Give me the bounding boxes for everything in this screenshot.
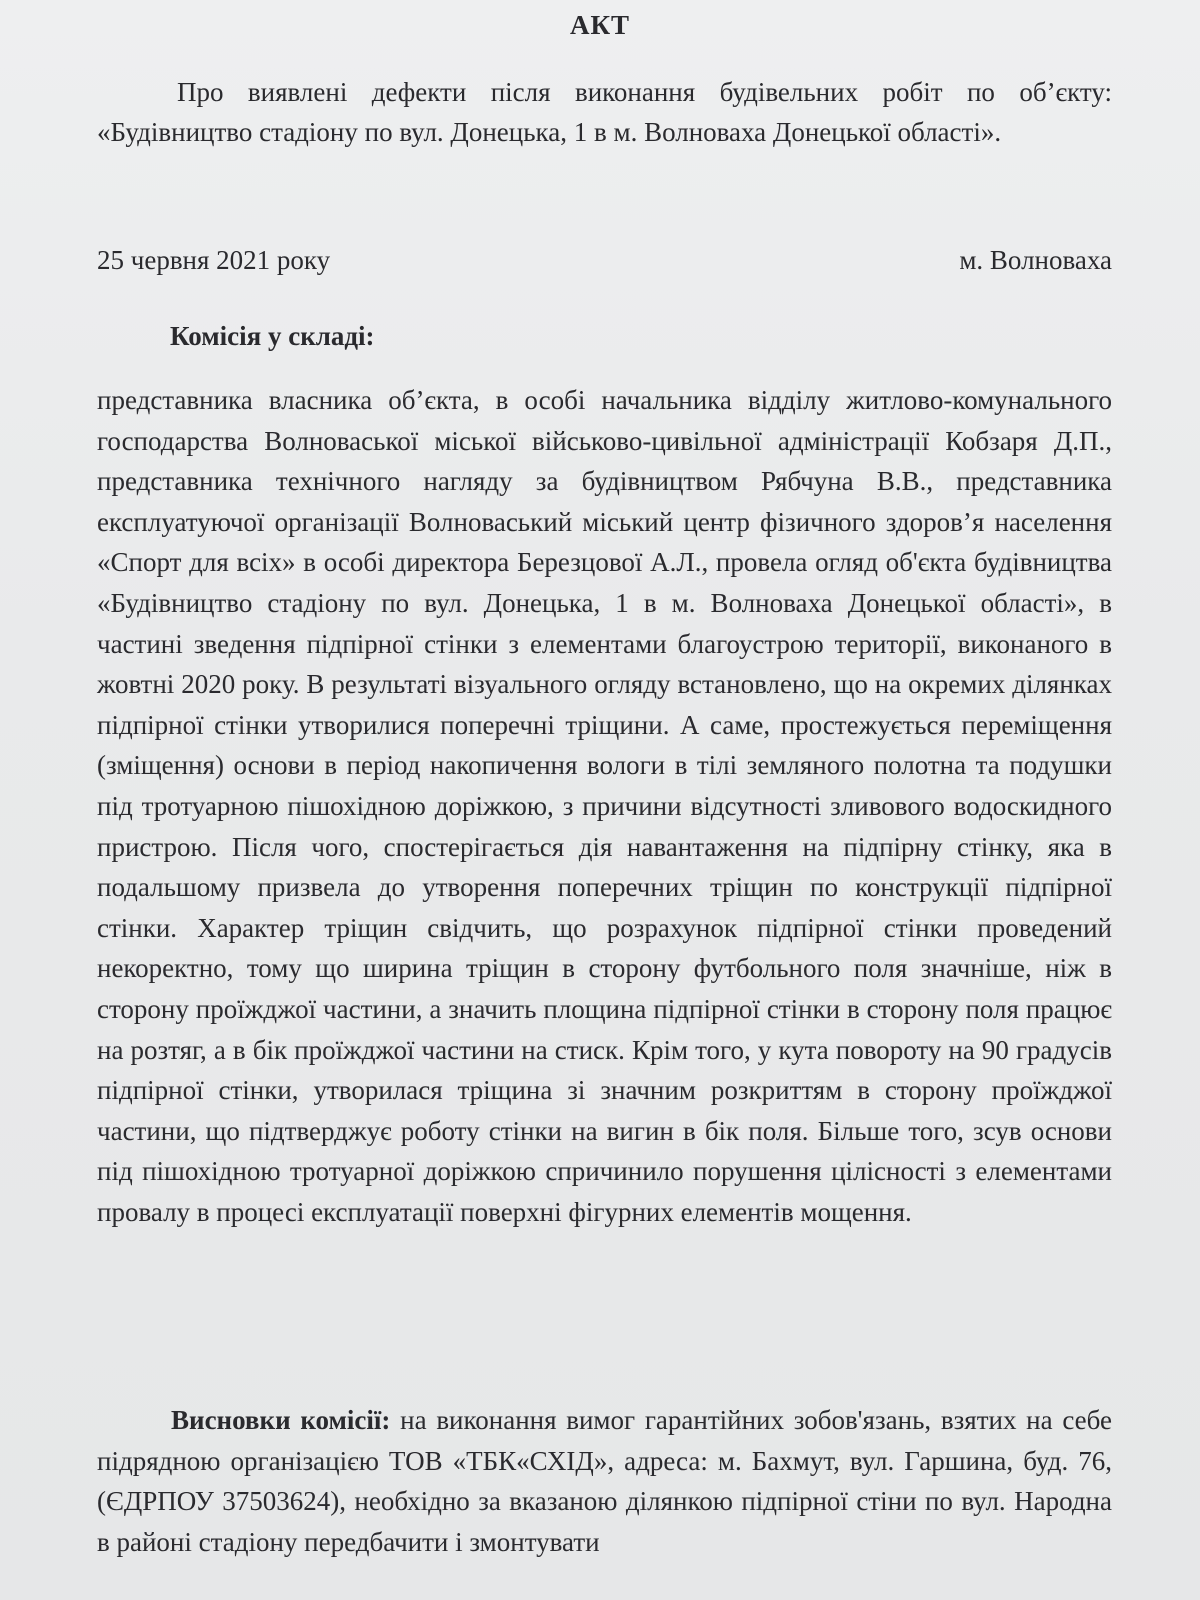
conclusion-paragraph <box>97 1400 1112 1562</box>
conclusion-text: на виконання вимог гарантійних зобов'язань, взятих на себе підрядною організацією ТОВ «ТБК«СХІД», адреса: м. Бахмут, вул. Гаршина, буд. 76, (ЄДРПОУ 37503624), необхідно за вказаною ділянкою підпірної стіни по вул. Народна в районі стадіону передбачити і змонтувати <box>97 1405 1112 1557</box>
document-place: м. Волноваха <box>959 245 1112 275</box>
date-place-line <box>97 242 1112 278</box>
commission-heading: Комісія у складі: <box>170 321 375 351</box>
commission-body-text: представника власника об’єкта, в особі начальника відділу житлово-комунального господарства Волноваської міської військово-цивільної адміністрації Кобзаря Д.П., представника технічного нагляду за будівництвом Рябчуна В.В., представника експлуатуючої організації Волноваський міський центр фізичного здоров’я населення «Спорт для всіх» в особі директора Березцової А.Л., провела огляд об'єкта будівництва «Будівництво стадіону по вул. Донецька, 1 в м. Волноваха Донецької області», в частині зведення підпірної стінки з елементами благоустрою території, виконаного в жовтні 2020 року. В результаті візуального огляду встановлено, що на окремих ділянках підпірної стінки утворилися поперечні тріщини. А саме, простежується переміщення (зміщення) основи в період накопичення вологи в тілі земляного полотна та подушки під тротуарною пішохідною доріжкою, з причини відсутності зливового водоскидного пристрою. Після чого, спостерігається дія навантаження на підпірну стінку, яка в подальшому призвела до утворення поперечних тріщин по конструкції підпірної стінки. Характер тріщин свідчить, що розрахунок підпірної стінки проведений некоректно, тому що ширина тріщин в сторону футбольного поля значніше, ніж в сторону проїжджої частини, а значить площина підпірної стінки в сторону поля працює на розтяг, а в бік проїжджої частини на стиск. Крім того, у кута повороту на 90 градусів підпірної стінки, утворилася тріщина зі значним розкриттям в сторону проїжджої частини, що підтверджує роботу стінки на вигин в бік поля. Більше того, зсув основи під пішохідною тротуарної доріжкою спричинило порушення цілісності з елементами провалу в процесі експлуатації поверхні фігурних елементів мощення. <box>97 385 1112 1227</box>
document-title: АКТ <box>569 10 631 40</box>
conclusion-label: Висновки комісії: <box>171 1405 391 1435</box>
document-subject: Про виявлені дефекти після виконання будівельних робіт по об’єкту: «Будівництво стадіону по вул. Донецька, 1 в м. Волноваха Донецької області». <box>97 77 1112 147</box>
document-date: 25 червня 2021 року <box>97 245 331 275</box>
